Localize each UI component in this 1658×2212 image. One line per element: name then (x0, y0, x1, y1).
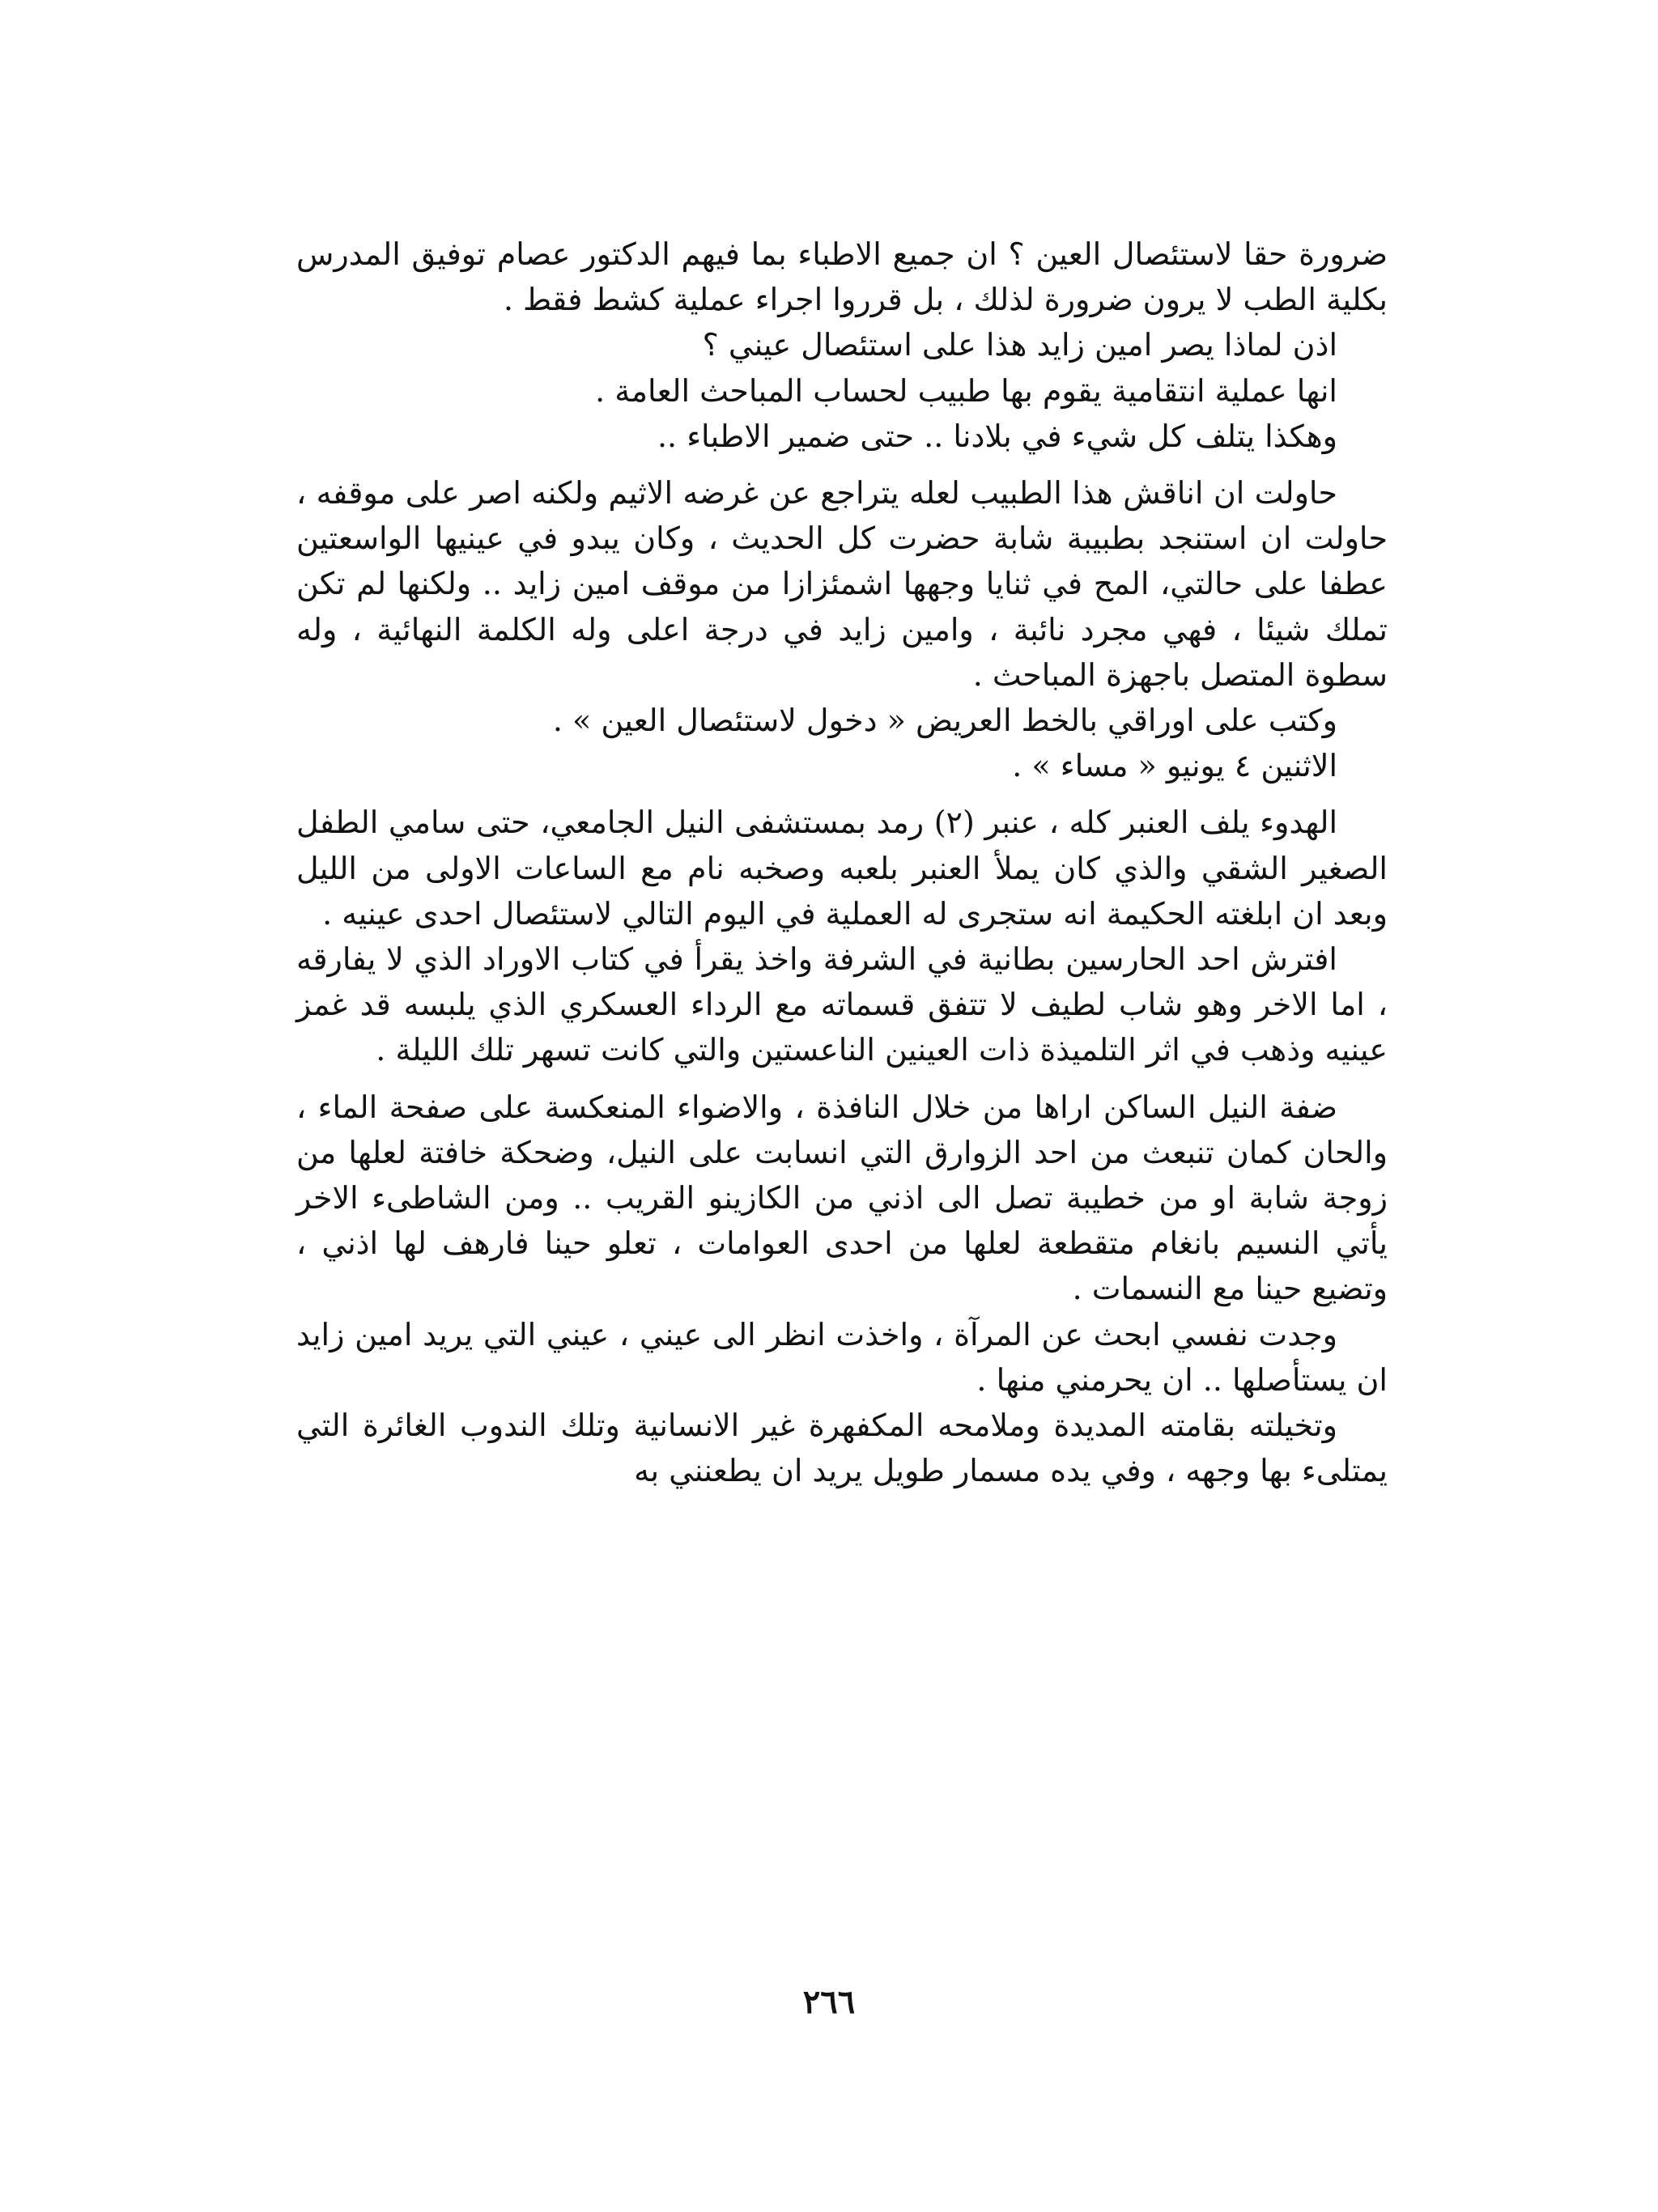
paragraph-2: اذن لماذا يصر امين زايد هذا على استئصال عيني ؟ (702, 327, 1337, 363)
paragraph-1: ضرورة حقا لاستئصال العين ؟ ان جميع الاطباء بما فيهم الدكتور عصام توفيق المدرس بكلية الطب لا يرون ضرورة لذلك ، بل قرروا اجراء عملية كشط فقط . (296, 236, 1388, 318)
paragraph-7: الاثنين ٤ يونيو « مساء » . (1012, 748, 1337, 784)
paragraph-4: وهكذا يتلف كل شيء في بلادنا .. حتى ضمير الاطباء .. (657, 418, 1337, 454)
paragraph-5: حاولت ان اناقش هذا الطبيب لعله يتراجع عن غرضه الاثيم ولكنه اصر على موقفه ، حاولت ان استنجد بطبيبة شابة حضرت كل الحديث ، وكان يبدو في عينيها الواسعتين عطفا على حالتي، المح في ثنايا وجهها اشمئزازا من موقف امين زايد .. ولكنها لم تكن تملك شيئا ، فهي مجرد نائبة ، وامين زايد في درجة اعلى وله الكلمة النهائية ، وله سطوة المتصل باجهزة المباحث . (296, 475, 1388, 693)
paragraph-6: وكتب على اوراقي بالخط العريض « دخول لاستئصال العين » . (552, 703, 1337, 739)
paragraph-12: وتخيلته بقامته المديدة وملامحه المكفهرة غير الانسانية وتلك الندوب الغائرة التي يمتلىء بها وجهه ، وفي يده مسمار طويل يريد ان يطعنني به (296, 1407, 1388, 1489)
paragraph-11: وجدت نفسي ابحث عن المرآة ، واخذت انظر الى عيني ، عيني التي يريد امين زايد ان يستأصلها .. ان يحرمني منها . (296, 1316, 1388, 1398)
page-number: ٢٦٦ (802, 1983, 856, 2021)
page-body-text (296, 231, 1388, 1493)
paragraph-3: انها عملية انتقامية يقوم بها طبيب لحساب المباحث العامة . (595, 372, 1337, 409)
paragraph-10: ضفة النيل الساكن اراها من خلال النافذة ، والاضواء المنعكسة على صفحة الماء ، والحان كمان تنبعث من احد الزوارق التي انسابت على النيل، وضحكة خافتة لعلها من زوجة شابة او من خطيبة تصل الى اذني من الكازينو القريب .. ومن الشاطىء الاخر يأتي النسيم بانغام متقطعة لعلها من احدى العوامات ، تعلو حينا فارهف لها اذني ، وتضيع حينا مع النسمات . (296, 1089, 1388, 1307)
paragraph-8: الهدوء يلف العنبر كله ، عنبر (٢) رمد بمستشفى النيل الجامعي، حتى سامي الطفل الصغير الشقي والذي كان يملأ العنبر بلعبه وصخبه نام مع الساعات الاولى من الليل وبعد ان ابلغته الحكيمة انه ستجرى له العملية في اليوم التالي لاستئصال احدى عينيه . (296, 805, 1388, 932)
paragraph-9: افترش احد الحارسين بطانية في الشرفة واخذ يقرأ في كتاب الاوراد الذي لا يفارقه ، اما الاخر وهو شاب لطيف لا تتفق قسماته مع الرداء العسكري الذي يلبسه قد غمز عينيه وذهب في اثر التلميذة ذات العينين الناعستين والتي كانت تسهر تلك الليلة . (296, 941, 1388, 1068)
